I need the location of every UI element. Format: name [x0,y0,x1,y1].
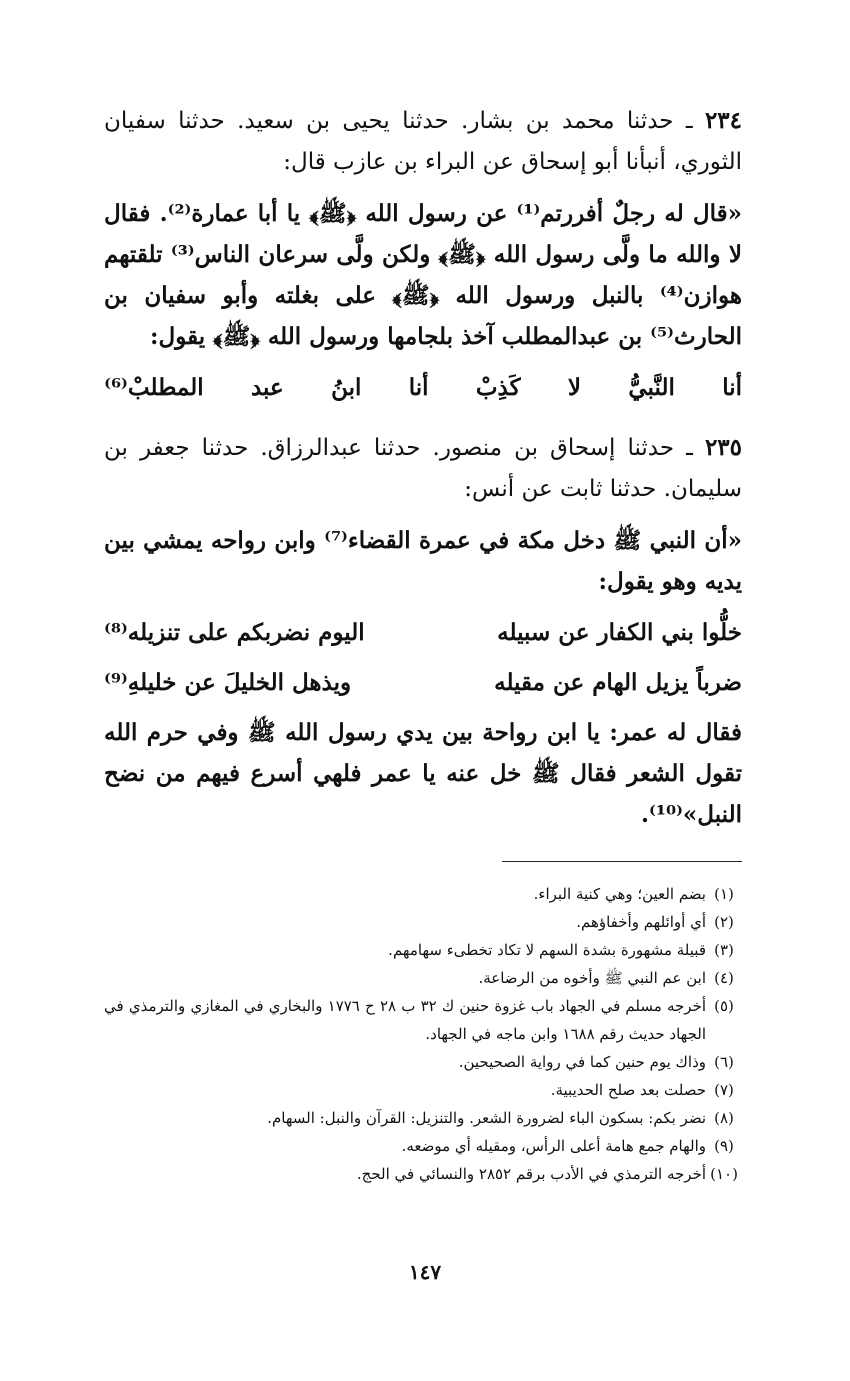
verse-word: النَّبيُّ [628,374,675,401]
footnote-number: (٣) [714,941,734,959]
hadith-235-isnad-text: ـ حدثنا إسحاق بن منصور. حدثنا عبدالرزاق. حدثنا جعفر بن سليمان. حدثنا ثابت عن أنس: [104,435,742,502]
footnote-number: (١٠) [710,1165,738,1183]
footnote-text: قبيلة مشهورة بشدة السهم لا تكاد تخطىء سهامهم. [388,941,706,959]
hadith-235-isnad [104,427,742,510]
poem-hemistich: ضرباً يزيل الهام عن مقيله [494,669,742,696]
footnote [104,992,742,1048]
verse-word: ابنُ [331,374,362,401]
poem-line [104,612,742,654]
footnote [104,1132,742,1160]
hadith-235-closing: فقال له عمر: يا ابن رواحة بين يدي رسول الله ﷺ وفي حرم الله تقول الشعر فقال ﷺ خل عنه يا عمر فلهي أسرع فيهم من نضح النبل»⁽¹⁰⁾. [104,719,742,828]
hadith-234-verse [104,367,742,409]
verse-word: المطلبْ⁽⁶⁾ [104,374,204,401]
hadith-234-isnad [104,100,742,183]
footnote-text: والهام جمع هامة أعلى الرأس، ومقيله أي موضعه. [401,1137,706,1155]
footnote-number: (٦) [714,1053,734,1071]
footnote-divider [502,861,742,862]
hadith-235-number: ٢٣٥ [704,434,742,461]
footnote-text: أخرجه مسلم في الجهاد باب غزوة حنين ك ٣٢ ب ٢٨ ح ١٧٧٦ والبخاري في المغازي والترمذي في الجهاد حديث رقم ١٦٨٨ وابن ماجه في الجهاد. [104,997,706,1043]
footnote [104,1048,742,1076]
footnote-text: حصلت بعد صلح الحديبية. [550,1081,706,1099]
poem-line [104,662,742,704]
footnote [104,1104,742,1132]
footnote-text: أي أوائلهم وأخفاؤهم. [576,913,706,931]
footnote-number: (٢) [714,913,734,931]
hadith-235-matn: «أن النبي ﷺ دخل مكة في عمرة القضاء⁽⁷⁾ وابن رواحه يمشي بين يديه وهو يقول: [104,527,742,595]
verse-word: كَذِبْ [475,374,521,401]
footnote-number: (٥) [714,997,734,1015]
footnote [104,964,742,992]
footnote [104,936,742,964]
verse-word: لا [567,374,582,401]
footnote-text: وذاك يوم حنين كما في رواية الصحيحين. [458,1053,706,1071]
hadith-234-number: ٢٣٤ [704,107,742,134]
footnote [104,1160,742,1188]
hadith-234-isnad-text: ـ حدثنا محمد بن بشار. حدثنا يحيى بن سعيد. حدثنا سفيان الثوري، أنبأنا أبو إسحاق عن البراء بن عازب قال: [104,108,742,175]
footnote-text: بضم العين؛ وهي كنية البراء. [533,885,706,903]
footnote [104,908,742,936]
footnote [104,1076,742,1104]
verse-word: عبد [250,374,284,401]
verse-word: أنا [722,374,742,401]
footnotes [104,880,742,1188]
footnote-text: نضر بكم: بسكون الباء لضرورة الشعر. والتنزيل: القرآن والنبل: السهام. [267,1109,706,1127]
hadith-234-matn: «قال له رجلٌ أفررتم⁽¹⁾ عن رسول الله ﴿ﷺ﴾ يا أبا عمارة⁽²⁾. فقال لا والله ما ولَّى رسول الله ﴿ﷺ﴾ ولكن ولَّى سرعان الناس⁽³⁾ تلقتهم هوازن⁽⁴⁾ بالنبل ورسول الله ﴿ﷺ﴾ على بغلته وأبو سفيان بن الحارث⁽⁵⁾ بن عبدالمطلب آخذ بلجامها ورسول الله ﴿ﷺ﴾ يقول: [104,200,743,350]
poem-hemistich: ويذهل الخليلَ عن خليلهِ⁽⁹⁾ [104,669,352,696]
verse-word: أنا [408,374,429,401]
poem-hemistich: اليوم نضربكم على تنزيله⁽⁸⁾ [104,619,365,646]
footnote-text: ابن عم النبي ﷺ وأخوه من الرضاعة. [478,969,706,987]
footnote [104,880,742,908]
footnote-text: أخرجه الترمذي في الأدب برقم ٢٨٥٢ والنسائي في الحج. [356,1165,706,1183]
poem-hemistich: خلُّوا بني الكفار عن سبيله [497,619,742,646]
footnote-number: (٨) [714,1109,734,1127]
footnote-number: (٤) [714,969,734,987]
page-number: ١٤٧ [408,1260,442,1284]
footnote-number: (٧) [714,1081,734,1099]
footnote-number: (١) [714,885,734,903]
footnote-number: (٩) [714,1137,734,1155]
